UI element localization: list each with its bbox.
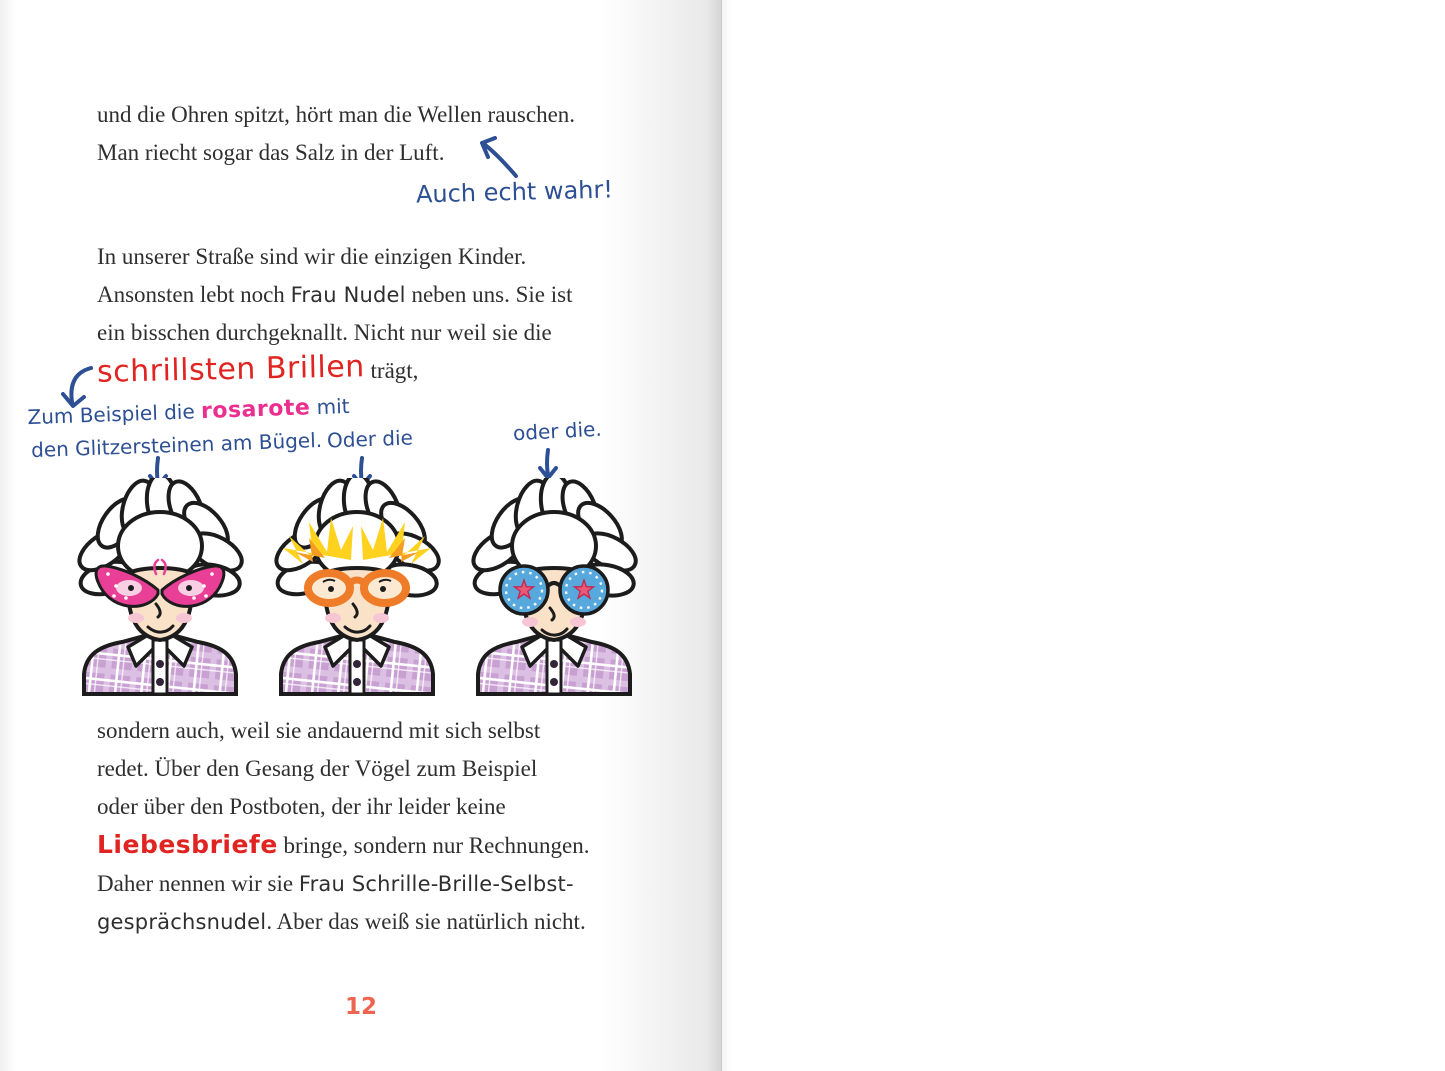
text-segment: Daher nennen wir sie [97, 871, 299, 896]
left-page [0, 0, 722, 1071]
right-page [722, 0, 1445, 1071]
text-segment: Ansonsten lebt noch [97, 282, 291, 307]
highlight-word: rosarote [200, 395, 311, 425]
text-line: ein bisschen durchgeknallt. Nicht nur weil sie die [97, 320, 552, 345]
frau-nudel-three-glasses-illustration [70, 478, 650, 696]
text-line [97, 903, 589, 941]
page-number-left: 12 [344, 994, 377, 1020]
paragraph [97, 238, 572, 390]
text-line: und die Ohren spitzt, hört man die Wellen rauschen. [97, 102, 576, 127]
highlight-word: schrillsten Brillen [96, 349, 366, 390]
margin-note-oder-2: oder die. [512, 416, 603, 446]
text-segment: bringe, sondern nur Rechnungen. [277, 833, 590, 858]
lady-head-pink-butterfly-glasses [72, 478, 247, 694]
text-line: redet. Über den Gesang der Vögel zum Beispiel [97, 756, 538, 781]
paragraph [97, 712, 589, 941]
lady-head-orange-flame-glasses [269, 478, 444, 694]
lady-head-blue-star-glasses [466, 478, 641, 694]
text-line: sondern auch, weil sie andauernd mit sich selbst [97, 718, 541, 743]
margin-note-rosarote [27, 391, 350, 466]
text-line [97, 826, 589, 865]
text-line: den Glitzersteinen am Bügel. [30, 427, 323, 463]
text-segment: Zum Beispiel die [27, 399, 202, 430]
text-line: oder über den Postboten, der ihr leider keine [97, 794, 506, 819]
text-segment: mit [309, 393, 350, 420]
text-segment: neben uns. Sie ist [405, 282, 573, 307]
text-line [96, 349, 572, 390]
margin-note-wahr: Auch echt wahr! [415, 175, 614, 209]
up-left-arrow-icon [472, 134, 520, 180]
text-line: Man riecht sogar das Salz in der Luft. [97, 140, 445, 165]
text-segment: . Aber das weiß sie natürlich nicht. [266, 909, 586, 934]
character-name: gesprächsnudel [97, 910, 267, 934]
text-segment: trägt, [364, 358, 419, 383]
character-name: Frau Schrille-Brille-Selbst- [298, 872, 574, 896]
text-line: In unserer Straße sind wir die einzigen Kinder. [97, 244, 527, 269]
text-line [97, 865, 589, 903]
text-line [97, 276, 572, 314]
highlight-word: Liebesbriefe [97, 830, 278, 859]
character-name: Frau Nudel [290, 283, 406, 307]
margin-note-oder-1: Oder die [326, 425, 414, 453]
